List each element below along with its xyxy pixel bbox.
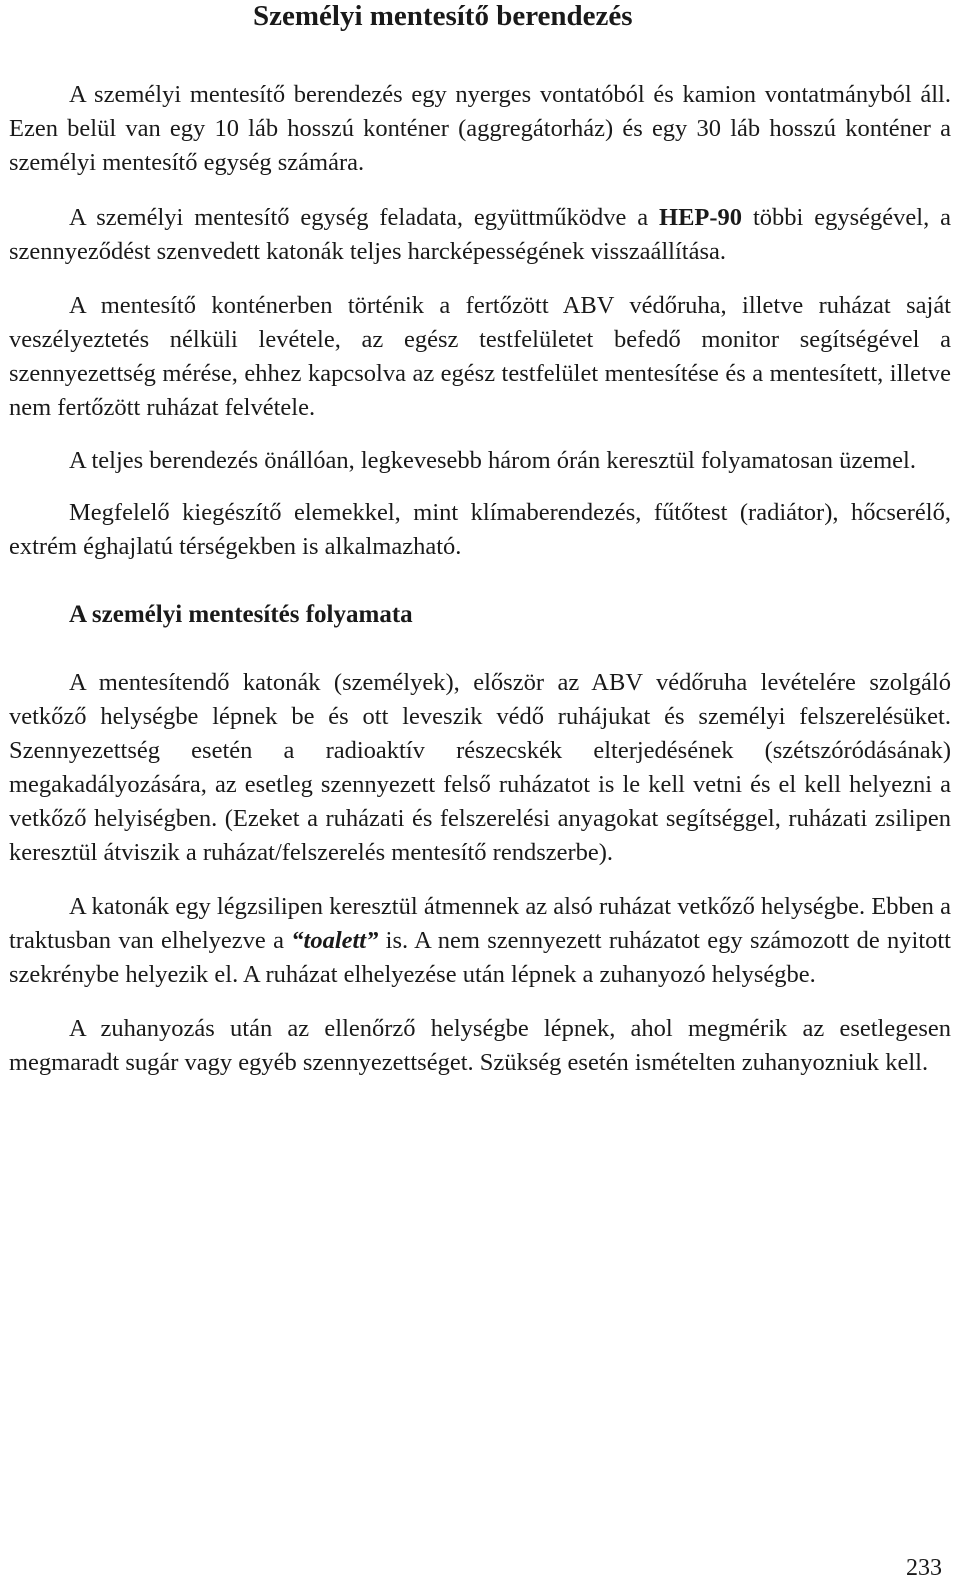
toilet-emphasis: “toalett”: [291, 927, 379, 954]
paragraph-purpose: [9, 201, 951, 269]
section-heading: A személyi mentesítés folyamata: [69, 601, 413, 628]
paragraph-intro: A személyi mentesítő berendezés egy nyerges vontatóból és kamion vontatmányból áll. Ezen belül van egy 10 láb hosszú konténer (aggregátorház) és egy 30 láb hosszú konténer a személyi mentesítő egység számára.: [9, 81, 951, 176]
paragraph-container: A mentesítő konténerben történik a fertőzött ABV védőruha, illetve ruházat saját veszélyeztetés nélküli levétele, az egész testfelületet befedő monitor segítségével a szennyezettség mérése, ehhez kapcsolva az egész testfelület mentesítése és a mentesített, illetve nem fertőzött ruházat felvétele.: [9, 292, 951, 421]
page-title: Személyi mentesítő berendezés: [253, 0, 633, 32]
document-page: [9, 0, 951, 1080]
paragraph-airlock-text-2: is. A nem szennyezett ruházatot egy számozott de nyitott szekrénybe helyezik el. A ruházat elhelyezése után lépnek a zuhanyozó helységbe.: [9, 927, 951, 988]
paragraph-operation: A teljes berendezés önállóan, legkevesebb három órán keresztül folyamatosan üzemel.: [69, 447, 916, 474]
hep90-bold: HEP-90: [659, 204, 743, 231]
paragraph-purpose-text-1: A személyi mentesítő egység feladata, együttműködve a: [69, 204, 660, 231]
paragraph-undressing: A mentesítendő katonák (személyek), először az ABV védőruha levételére szolgáló vetkőző helységbe lépnek be és ott leveszik védő ruhájukat és személyi felszerelésüket. Szennyezettség esetén a radioaktív részecskék elterjedésének (szétszóródásának) megakadályozására, az esetleg szennyezett felső ruházatot is le kell vetni és el kell helyezni a vetkőző helyiségben. (Ezeket a ruházati és felszerelési anyagokat segítséggel, ruházati zsilipen keresztül átviszik a ruházat/felszerelés mentesítő rendszerbe).: [9, 669, 951, 866]
paragraph-airlock-text-1: A katonák egy légzsilipen keresztül átmennek az alsó ruházat vetkőző helységbe. Ebben a traktusban van elhelyezve a: [9, 893, 951, 954]
paragraph-accessories: Megfelelő kiegészítő elemekkel, mint klímaberendezés, fűtőtest (radiátor), hőcserélő, extrém éghajlatú térségekben is alkalmazható.: [9, 499, 951, 560]
paragraph-control: A zuhanyozás után az ellenőrző helységbe lépnek, ahol megmérik az esetlegesen megmaradt sugár vagy egyéb szennyezettséget. Szükség esetén ismételten zuhanyozniuk kell.: [9, 1015, 951, 1076]
paragraph-purpose-text-2: többi egységével, a szennyeződést szenvedett katonák teljes harcképességének visszaállítása.: [9, 204, 951, 265]
paragraph-airlock: [9, 890, 951, 992]
page-number: 233: [906, 1555, 942, 1581]
